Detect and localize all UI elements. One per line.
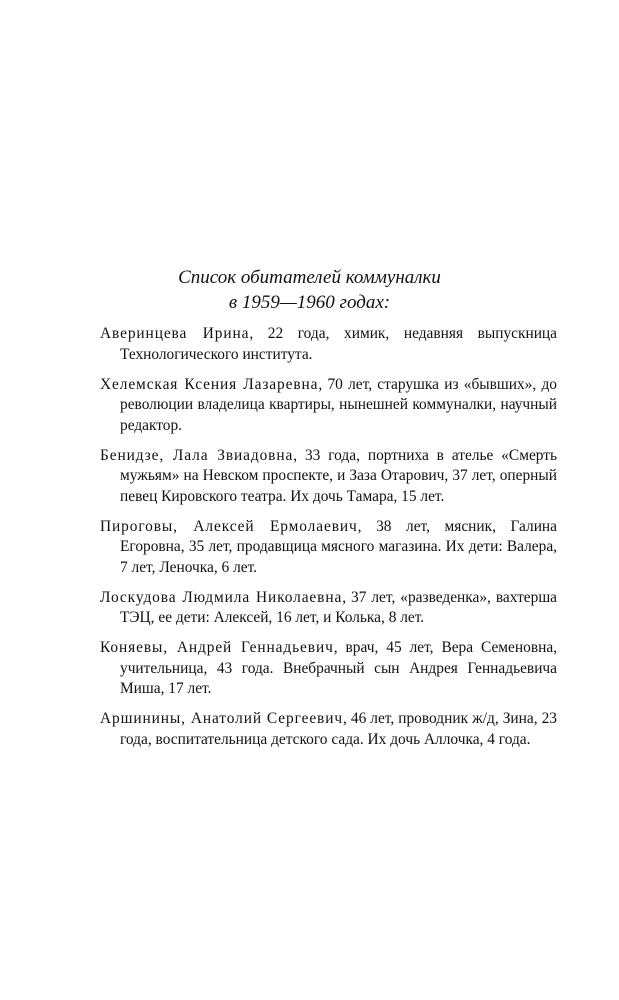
resident-name: Аршинины, Анатолий Сергеевич: [100, 710, 343, 727]
resident-details: , 22 года, химик, недавняя выпускница Технологического института.: [120, 325, 557, 363]
resident-name: Лоскудова Людмила Николаевна: [100, 588, 343, 606]
heading-line-1: Список обитателей коммуналки: [178, 267, 441, 288]
list-heading: [0, 265, 619, 315]
resident-details: , 70 лет, старушка из «бывших», до революции владелица квартиры, нынешней коммуналки, научный редактор.: [120, 375, 557, 434]
resident-details: , 38 лет, мясник, Галина Егоровна, 35 лет, продавщица мясного магазина. Их дети: Валера, 7 лет, Леночка, 6 лет.: [120, 517, 557, 576]
resident-entry: [100, 517, 557, 579]
resident-name: Коняевы, Андрей Геннадьевич: [100, 639, 334, 656]
resident-details: , 46 лет, проводник ж/д, Зина, 23 года, воспитательница детского сада. Их дочь Аллочка, 4 года.: [120, 710, 557, 748]
resident-entry: [100, 709, 557, 750]
resident-details: , врач, 45 лет, Вера Семеновна, учительница, 43 года. Внебрачный сын Андрея Геннадьевича Миша, 17 лет.: [120, 639, 557, 697]
heading-line-2: в 1959—1960 годах:: [228, 292, 391, 313]
resident-name: Бенидзе, Лала Звиадовна: [100, 446, 294, 464]
resident-entry: [100, 638, 557, 700]
resident-name: Хелемская Ксения Лазаревна: [100, 375, 319, 393]
residents-list: [100, 324, 557, 760]
resident-entry: [100, 324, 557, 365]
resident-name: Аверинцева Ирина: [100, 325, 250, 342]
resident-details: , 37 лет, «разведенка», вахтерша ТЭЦ, ее дети: Алексей, 16 лет, и Колька, 8 лет.: [120, 588, 558, 626]
resident-entry: [100, 588, 557, 629]
resident-entry: [100, 446, 557, 508]
resident-name: Пироговы, Алексей Ермолаевич: [100, 517, 358, 535]
resident-details: , 33 года, портниха в ателье «Смерть мужьям» на Невском проспекте, и Заза Отарович, 37 лет, оперный певец Кировского театра. Их дочь Тамара, 15 лет.: [120, 446, 558, 505]
resident-entry: [100, 375, 557, 437]
